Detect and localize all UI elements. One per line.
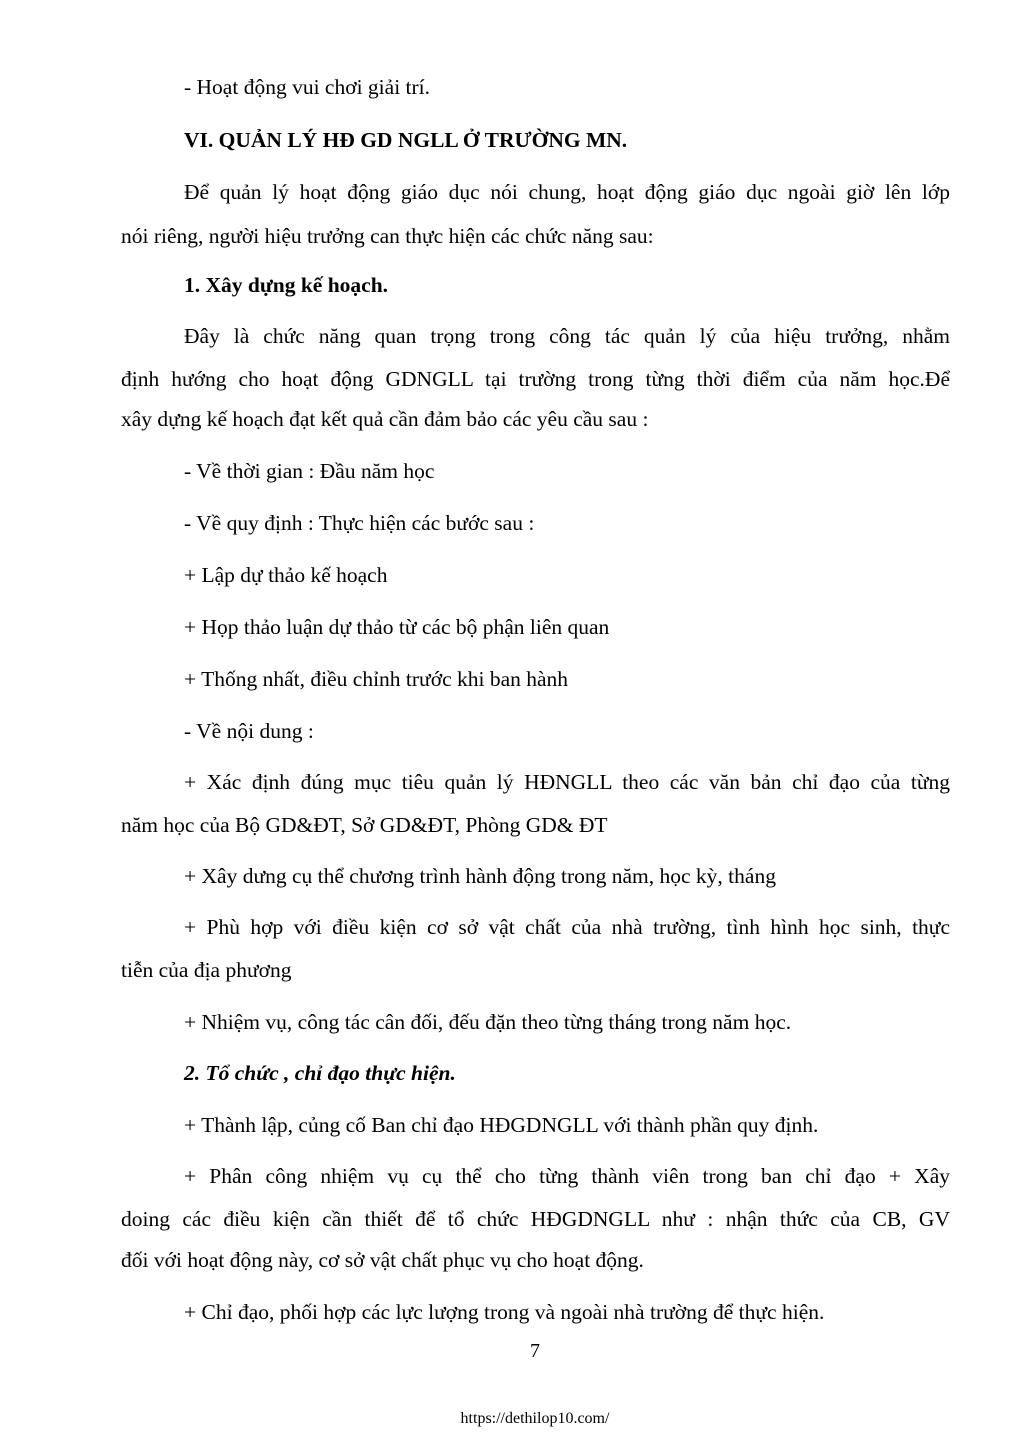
text-line: + Nhiệm vụ, công tác cân đối, đếu đặn theo từng tháng trong năm học. [184, 1010, 792, 1034]
text-line: - Hoạt động vui chơi giải trí. [184, 75, 431, 99]
paragraph-line: nói riêng, người hiệu trưởng can thực hiện các chức năng sau: [121, 224, 654, 248]
footer-url: https://dethilop10.com/ [460, 1410, 610, 1427]
paragraph-line: Để quản lý hoạt động giáo dục nói chung, hoạt động giáo dục ngoài giờ lên lớp [184, 180, 950, 204]
text-line: - Về quy định : Thực hiện các bước sau : [184, 511, 535, 535]
paragraph-line: định hướng cho hoạt động GDNGLL tại trường trong từng thời điểm của năm học.Để [121, 367, 950, 391]
section-heading: VI. QUẢN LÝ HĐ GD NGLL Ở TRƯỜNG MN. [184, 128, 628, 152]
paragraph-line: năm học của Bộ GD&ĐT, Sở GD&ĐT, Phòng GD& ĐT [121, 813, 608, 837]
text-line: + Xây dưng cụ thể chương trình hành động trong năm, học kỳ, tháng [184, 864, 776, 888]
text-line: + Thành lập, củng cố Ban chỉ đạo HĐGDNGLL với thành phần quy định. [184, 1113, 819, 1137]
subsection-heading: 2. Tổ chức , chỉ đạo thực hiện. [184, 1061, 456, 1085]
text-line: + Họp thảo luận dự thảo từ các bộ phận liên quan [184, 615, 610, 639]
text-line: + Lập dự thảo kế hoạch [184, 563, 388, 587]
text-line: + Chỉ đạo, phối hợp các lực lượng trong và ngoài nhà trường để thực hiện. [184, 1300, 825, 1324]
paragraph-line: + Xác định đúng mục tiêu quản lý HĐNGLL theo các văn bản chỉ đạo của từng [184, 770, 950, 794]
paragraph-line: đối với hoạt động này, cơ sở vật chất phục vụ cho hoạt động. [121, 1248, 644, 1272]
paragraph-line: + Phù hợp với điều kiện cơ sở vật chất của nhà trường, tình hình học sinh, thực [184, 915, 950, 939]
page-number: 7 [530, 1340, 540, 1362]
paragraph-line: + Phân công nhiệm vụ cụ thể cho từng thành viên trong ban chỉ đạo + Xây [184, 1164, 950, 1188]
text-line: + Thống nhất, điều chỉnh trước khi ban hành [184, 667, 569, 691]
paragraph-line: xây dựng kế hoạch đạt kết quả cần đảm bảo các yêu cầu sau : [121, 407, 649, 431]
paragraph-line: tiễn của địa phương [121, 958, 292, 982]
subsection-heading: 1. Xây dựng kế hoạch. [184, 273, 389, 297]
text-line: - Về thời gian : Đầu năm học [184, 459, 435, 483]
paragraph-line: Đây là chức năng quan trọng trong công tác quản lý của hiệu trưởng, nhằm [184, 324, 950, 348]
paragraph-line: doing các điều kiện cần thiết để tổ chức HĐGDNGLL như : nhận thức của CB, GV [121, 1207, 950, 1231]
text-line: - Về nội dung : [184, 719, 314, 743]
